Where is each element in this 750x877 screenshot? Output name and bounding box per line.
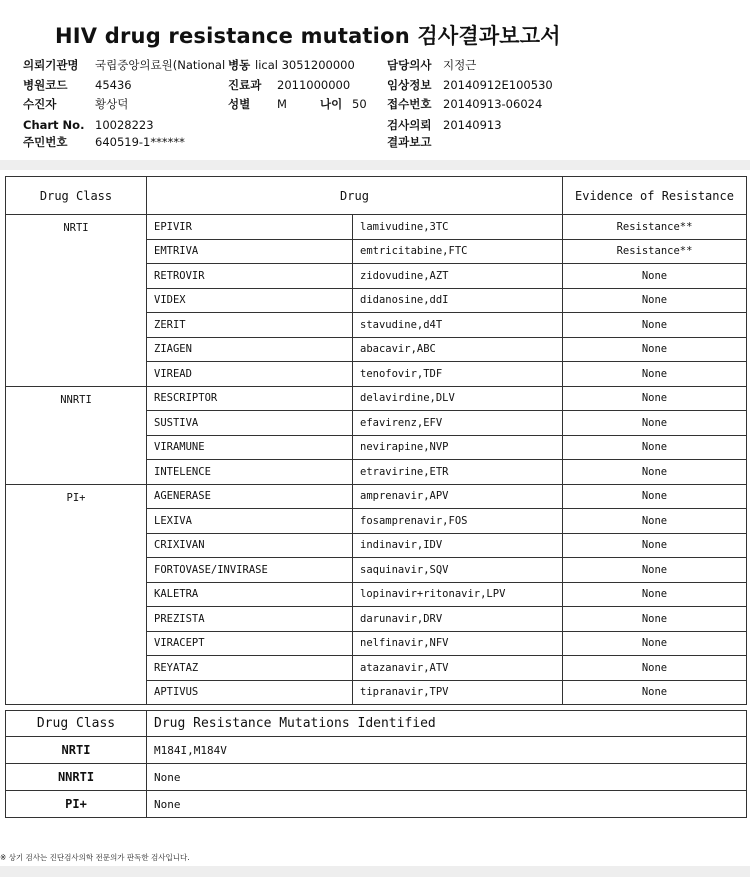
mutation-table-header [6,711,747,737]
drug-row [6,484,747,509]
mutation-class: NRTI [6,737,147,764]
id-value: 640519-1****** [95,135,185,149]
evidence-cell: Resistance** [563,215,747,240]
mutations-header: Drug Resistance Mutations Identified [147,711,747,737]
drug-generic-cell: nevirapine,NVP [353,435,563,460]
drug-brand-cell: ZIAGEN [147,337,353,362]
resistance-table-header [6,177,747,215]
doctor-label: 담당의사 [387,58,432,72]
institution-label: 의뢰기관명 [23,58,79,72]
request-label: 검사의뢰 [387,118,432,132]
evidence-cell: None [563,607,747,632]
sex-label: 성별 [228,97,251,111]
patient-value: 황상덕 [95,97,129,111]
drug-brand-cell: VIRACEPT [147,631,353,656]
drug-header: Drug [147,177,563,215]
evidence-cell: Resistance** [563,239,747,264]
drug-brand-cell: ZERIT [147,313,353,338]
institution-value: 국립중앙의료원(National [95,58,226,72]
age-value: 50 [352,97,367,111]
ward-label: 병동 [228,58,251,72]
mutation-row [6,791,747,818]
drug-generic-cell: amprenavir,APV [353,484,563,509]
drug-brand-cell: APTIVUS [147,680,353,705]
drug-brand-cell: VIRAMUNE [147,435,353,460]
drug-brand-cell: FORTOVASE/INVIRASE [147,558,353,583]
drug-generic-cell: emtricitabine,FTC [353,239,563,264]
drug-class-cell: NNRTI [6,386,147,484]
drug-brand-cell: VIDEX [147,288,353,313]
evidence-cell: None [563,411,747,436]
evidence-cell: None [563,582,747,607]
evidence-header: Evidence of Resistance [563,177,747,215]
chart-no-label: Chart No. [23,118,85,132]
drug-class-cell: NRTI [6,215,147,387]
drug-generic-cell: indinavir,IDV [353,533,563,558]
evidence-cell: None [563,460,747,485]
result-label: 결과보고 [387,135,432,149]
evidence-cell: None [563,313,747,338]
mutation-list: M184I,M184V [147,737,747,764]
drug-generic-cell: atazanavir,ATV [353,656,563,681]
chart-no-value: 10028223 [95,118,154,132]
dept-value: 2011000000 [277,78,351,92]
mutation-table [5,710,747,818]
drug-brand-cell: INTELENCE [147,460,353,485]
dept-label: 진료과 [228,78,262,92]
mutation-class: PI+ [6,791,147,818]
evidence-cell: None [563,656,747,681]
mutation-list: None [147,791,747,818]
drug-generic-cell: delavirdine,DLV [353,386,563,411]
drug-brand-cell: AGENERASE [147,484,353,509]
resistance-table [5,176,747,705]
drug-generic-cell: tenofovir,TDF [353,362,563,387]
drug-brand-cell: CRIXIVAN [147,533,353,558]
drug-brand-cell: KALETRA [147,582,353,607]
drug-generic-cell: tipranavir,TPV [353,680,563,705]
evidence-cell: None [563,558,747,583]
mutation-row [6,764,747,791]
resistance-table-body [6,215,747,705]
evidence-cell: None [563,484,747,509]
drug-brand-cell: RETROVIR [147,264,353,289]
drug-generic-cell: darunavir,DRV [353,607,563,632]
drug-brand-cell: SUSTIVA [147,411,353,436]
footer-note: ※ 상기 검사는 진단검사의학 전문의가 판독한 검사입니다. [0,853,190,862]
drug-class-header: Drug Class [6,177,147,215]
evidence-cell: None [563,337,747,362]
drug-brand-cell: REYATAZ [147,656,353,681]
evidence-cell: None [563,288,747,313]
section-divider [0,160,750,170]
drug-brand-cell: RESCRIPTOR [147,386,353,411]
drug-brand-cell: EPIVIR [147,215,353,240]
drug-brand-cell: VIREAD [147,362,353,387]
drug-class-cell: PI+ [6,484,147,705]
clinical-value: 20140912E100530 [443,78,553,92]
mutation-drug-class-header: Drug Class [6,711,147,737]
receipt-value: 20140913-06024 [443,97,543,111]
sex-value: M [277,97,287,111]
drug-generic-cell: lopinavir+ritonavir,LPV [353,582,563,607]
drug-row [6,215,747,240]
ward-value: lical 3051200000 [255,58,355,72]
mutation-class: NNRTI [6,764,147,791]
drug-generic-cell: fosamprenavir,FOS [353,509,563,534]
doctor-value: 지정근 [443,58,477,72]
drug-generic-cell: saquinavir,SQV [353,558,563,583]
hospital-code-value: 45436 [95,78,132,92]
bottom-bar [0,866,750,877]
mutation-list: None [147,764,747,791]
evidence-cell: None [563,264,747,289]
evidence-cell: None [563,631,747,656]
drug-generic-cell: stavudine,d4T [353,313,563,338]
drug-generic-cell: abacavir,ABC [353,337,563,362]
drug-generic-cell: lamivudine,3TC [353,215,563,240]
drug-brand-cell: EMTRIVA [147,239,353,264]
drug-brand-cell: LEXIVA [147,509,353,534]
clinical-label: 임상정보 [387,78,432,92]
evidence-cell: None [563,509,747,534]
evidence-cell: None [563,533,747,558]
request-value: 20140913 [443,118,502,132]
evidence-cell: None [563,680,747,705]
drug-generic-cell: nelfinavir,NFV [353,631,563,656]
evidence-cell: None [563,386,747,411]
evidence-cell: None [563,435,747,460]
evidence-cell: None [563,362,747,387]
age-label: 나이 [320,97,343,111]
id-label: 주민번호 [23,135,68,149]
drug-generic-cell: etravirine,ETR [353,460,563,485]
drug-generic-cell: zidovudine,AZT [353,264,563,289]
report-title: HIV drug resistance mutation 검사결과보고서 [55,24,561,48]
patient-label: 수진자 [23,97,57,111]
drug-row [6,386,747,411]
drug-brand-cell: PREZISTA [147,607,353,632]
receipt-label: 접수번호 [387,97,432,111]
hospital-code-label: 병원코드 [23,78,68,92]
drug-generic-cell: efavirenz,EFV [353,411,563,436]
mutation-row [6,737,747,764]
drug-generic-cell: didanosine,ddI [353,288,563,313]
